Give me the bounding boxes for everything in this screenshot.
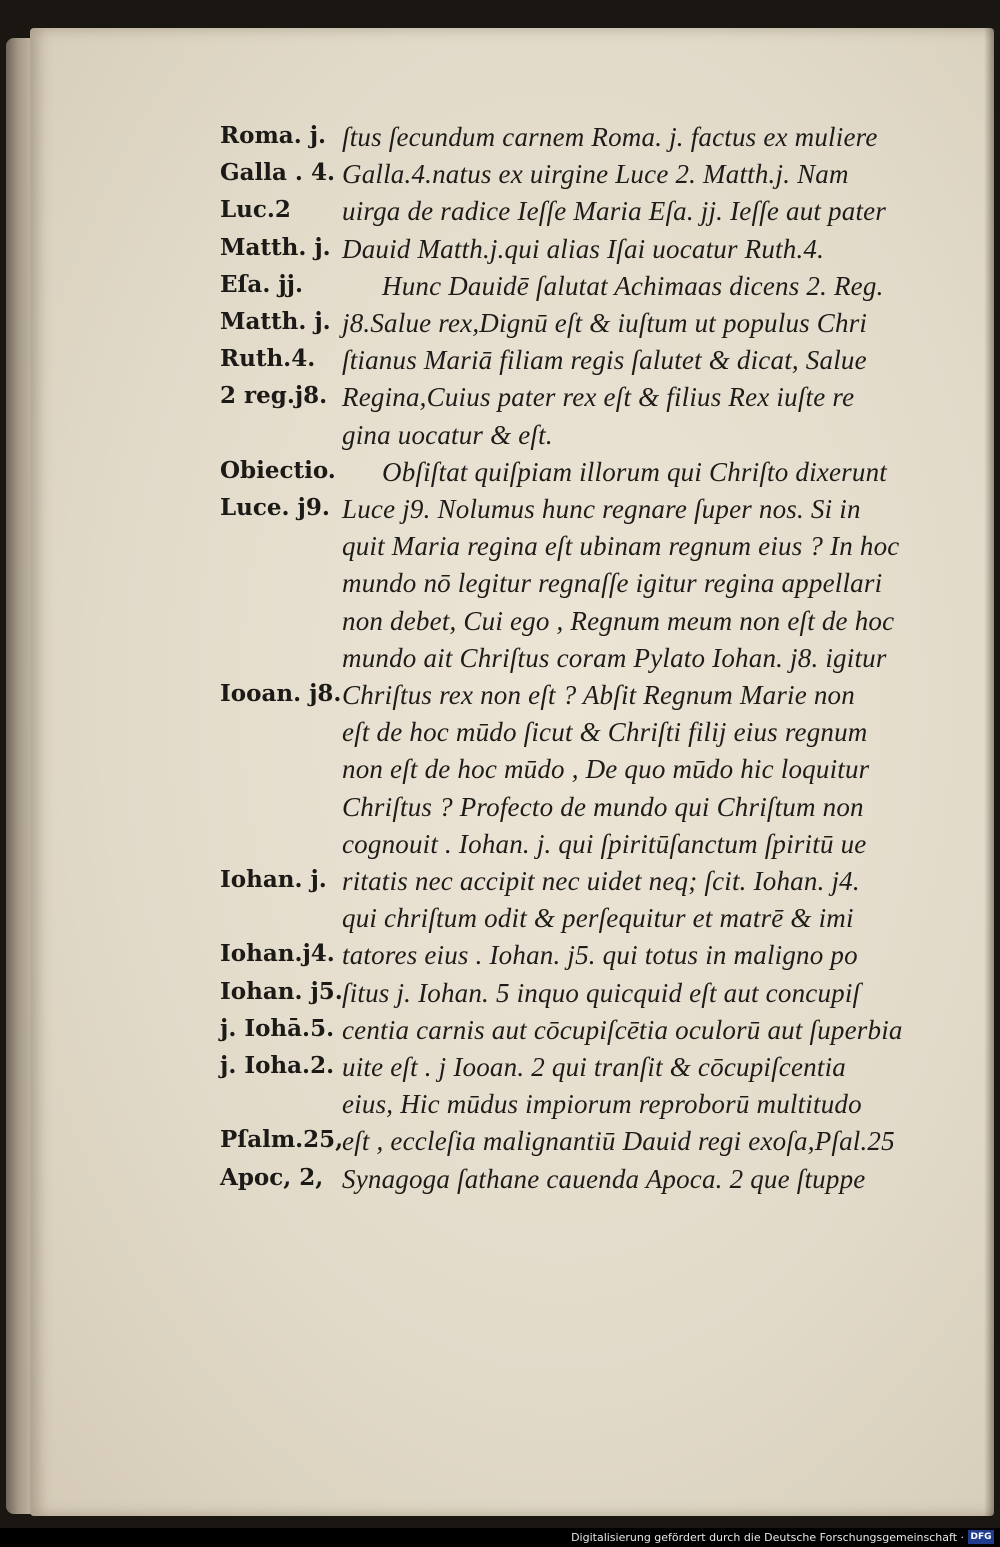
- body-text: mundo ait Chriſtus coram Pylato Iohan. j8. igitur: [342, 642, 887, 673]
- text-line: [30, 643, 994, 679]
- margin-reference: j. Ioha.2.: [220, 1052, 335, 1079]
- body-text: ſtianus Mariā filiam regis ſalutet & dicat, Salue: [342, 345, 867, 376]
- body-text: Luce j9. Nolumus hunc regnare ſuper nos. Si in: [342, 494, 861, 524]
- body-text: eius, Hic mūdus impiorum reproborū multitudo: [342, 1089, 862, 1120]
- body-text: Chriſtus ? Profecto de mundo qui Chriſtum non: [342, 791, 864, 822]
- text-line: [30, 754, 994, 790]
- body-text: uirga de radice Ieſſe Maria Eſa. jj. Ieſſe aut pater: [342, 196, 887, 227]
- body-text: eſt de hoc mūdo ſicut & Chriſti filij eius regnum: [342, 717, 868, 748]
- margin-reference: j. Iohā.5.: [220, 1014, 335, 1042]
- margin-reference: Luce. j9.: [220, 494, 330, 521]
- text-line: [30, 717, 994, 753]
- text-line: [30, 382, 994, 418]
- margin-reference: Iooan. j8.: [220, 680, 342, 707]
- body-text: ritatis nec accipit nec uidet neq; ſcit. Iohan. j4.: [342, 866, 860, 896]
- body-text: Dauid Matth.j.qui alias Iſai uocatur Ruth.4.: [342, 233, 825, 264]
- text-line: [30, 1089, 994, 1125]
- body-text: non debet, Cui ego , Regnum meum non eſt de hoc: [342, 605, 895, 636]
- body-text: uite eſt . j Iooan. 2 qui tranſit & cōcupiſcentia: [342, 1052, 846, 1082]
- text-line: [30, 903, 994, 939]
- body-text: Hunc Dauidē ſalutat Achimaas dicens 2. Reg.: [382, 270, 884, 301]
- text-line: [30, 1126, 994, 1162]
- margin-reference: Obiectio.: [220, 456, 336, 484]
- digitization-credit: Digitalisierung gefördert durch die Deutsche Forschungsgemeinschaft ·: [571, 1531, 964, 1544]
- body-text: Chriſtus rex non eſt ? Abſit Regnum Marie non: [342, 680, 855, 710]
- text-line: [30, 829, 994, 865]
- text-line: [30, 978, 994, 1014]
- text-line: [30, 1052, 994, 1088]
- margin-reference: Iohan.j4.: [220, 940, 335, 968]
- body-text: non eſt de hoc mūdo , De quo mūdo hic loquitur: [342, 754, 870, 785]
- body-text: centia carnis aut cōcupiſcētia oculorū aut ſuperbia: [342, 1014, 903, 1045]
- margin-reference: Ruth.4.: [220, 345, 316, 373]
- body-text: tatores eius . Iohan. j5. qui totus in maligno po: [342, 940, 858, 971]
- text-line: [30, 420, 994, 456]
- margin-reference: 2 reg.j8.: [220, 382, 328, 410]
- text-line: [30, 531, 994, 567]
- text-line: [30, 234, 994, 270]
- body-text: Obſiſtat quiſpiam illorum qui Chriſto dixerunt: [382, 456, 887, 487]
- text-line: [30, 866, 994, 902]
- text-line: [30, 345, 994, 381]
- margin-reference: Matth. j.: [220, 233, 331, 261]
- dfg-logo: DFG: [968, 1530, 994, 1544]
- text-line: [30, 606, 994, 642]
- body-text: quit Maria regina eſt ubinam regnum eius ? In hoc: [342, 531, 900, 562]
- body-text: eſt , eccleſia malignantiū Dauid regi exoſa,Pſal.25: [342, 1126, 895, 1157]
- body-text: cognouit . Iohan. j. qui ſpiritūſanctum ſpiritū ue: [342, 828, 867, 859]
- margin-reference: Luc.2: [220, 196, 291, 224]
- margin-reference: Apoc, 2,: [220, 1163, 324, 1191]
- margin-reference: Iohan. j.: [220, 866, 327, 893]
- margin-reference: Pſalm.25,: [220, 1126, 344, 1154]
- body-text: qui chriſtum odit & perſequitur et matrē & imi: [342, 903, 854, 934]
- text-line: [30, 940, 994, 976]
- body-text: Regina,Cuius pater rex eſt & filius Rex iuſte re: [342, 382, 855, 413]
- body-text: j8.Salue rex,Dignū eſt & iuſtum ut populus Chri: [342, 308, 868, 338]
- text-line: [30, 196, 994, 232]
- text-line: [30, 122, 994, 158]
- text-line: [30, 680, 994, 716]
- text-line: [30, 568, 994, 604]
- text-line: [30, 457, 994, 493]
- text-block: [30, 28, 994, 1228]
- margin-reference: Matth. j.: [220, 308, 331, 335]
- margin-reference: Roma. j.: [220, 122, 327, 149]
- margin-reference: Galla . 4.: [220, 159, 335, 187]
- text-line: [30, 1015, 994, 1051]
- text-line: [30, 792, 994, 828]
- body-text: Synagoga ſathane cauenda Apoca. 2 que ſtuppe: [342, 1163, 866, 1194]
- text-line: [30, 1164, 994, 1200]
- body-text: gina uocatur & eſt.: [342, 419, 553, 450]
- margin-reference: Eſa. jj.: [220, 270, 303, 298]
- body-text: ſitus j. Iohan. 5 inquo quicquid eſt aut concupiſ: [342, 977, 861, 1008]
- book-page: [30, 28, 994, 1516]
- body-text: mundo nō legitur regnaſſe igitur regina appellari: [342, 568, 883, 599]
- body-text: ſtus ſecundum carnem Roma. j. factus ex muliere: [342, 122, 878, 152]
- text-line: [30, 494, 994, 530]
- body-text: Galla.4.natus ex uirgine Luce 2. Matth.j. Nam: [342, 159, 849, 190]
- text-line: [30, 308, 994, 344]
- margin-reference: Iohan. j5.: [220, 977, 343, 1005]
- text-line: [30, 159, 994, 195]
- text-line: [30, 271, 994, 307]
